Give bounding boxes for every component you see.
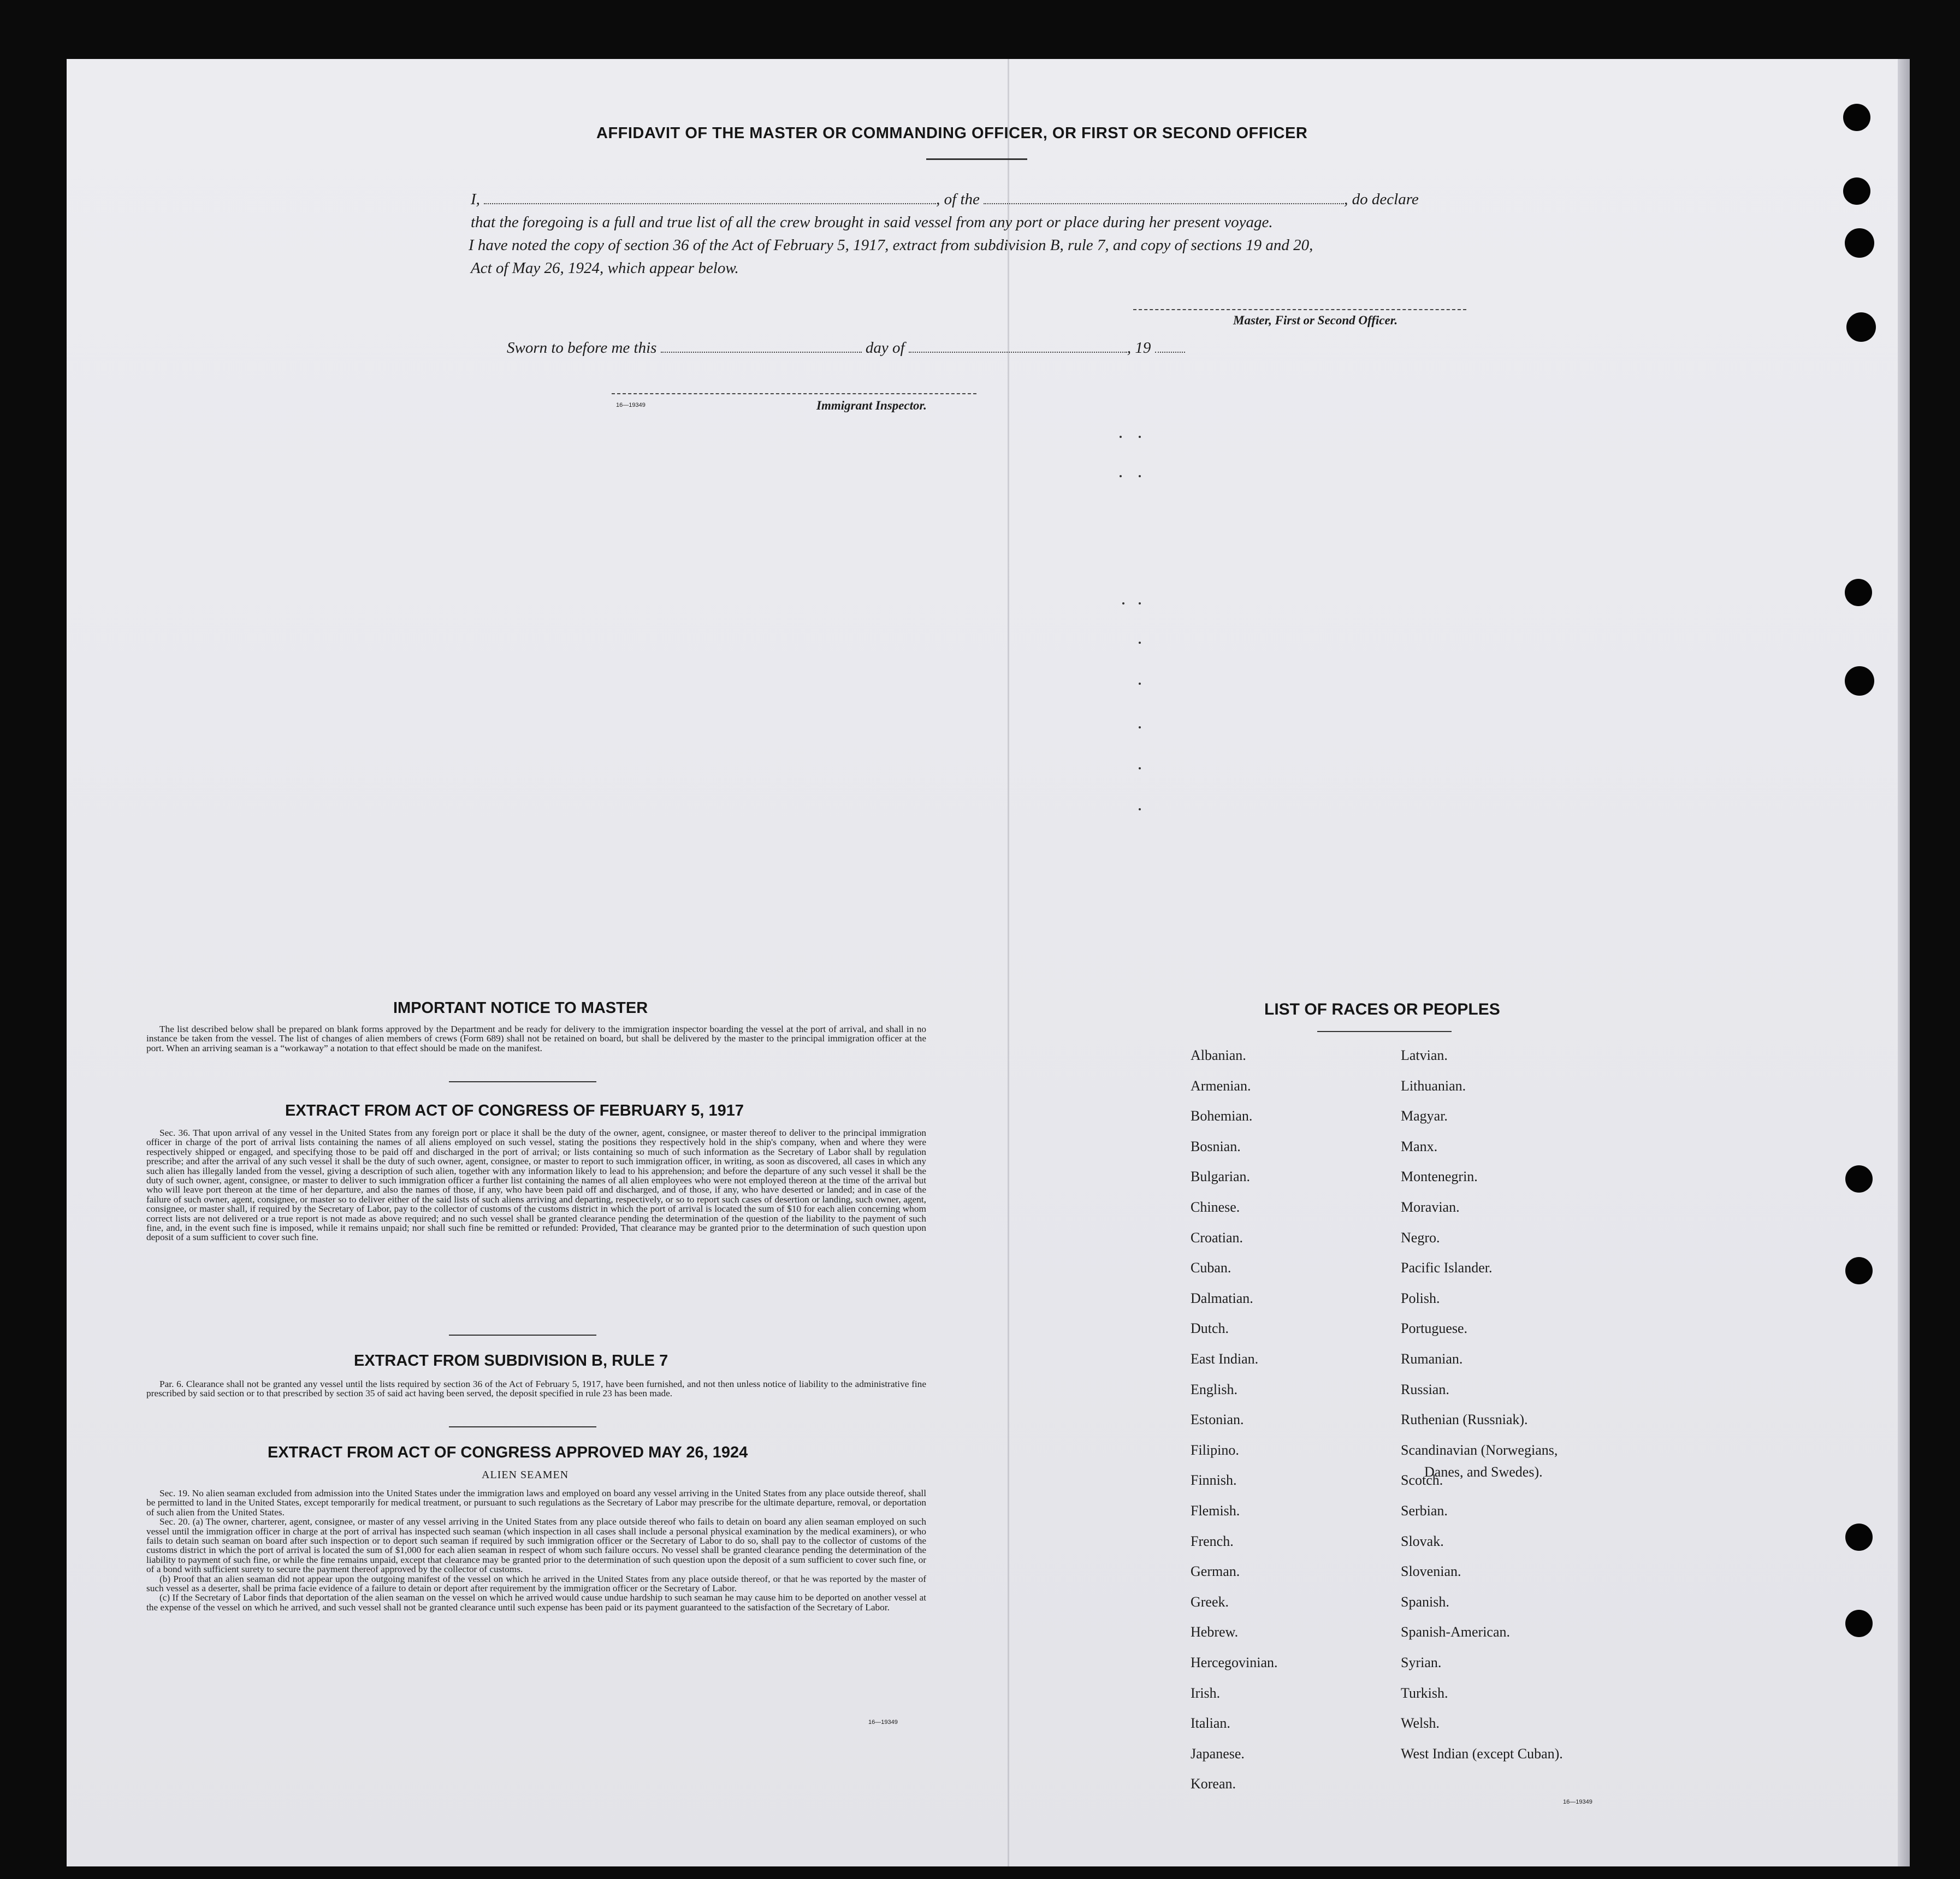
extract-1924-heading: EXTRACT FROM ACT OF CONGRESS APPROVED MAY 26, 1924: [268, 1444, 748, 1461]
extract-1917-heading: EXTRACT FROM ACT OF CONGRESS OF FEBRUARY 5, 1917: [285, 1102, 744, 1119]
section-20b-paragraph: (b) Proof that an alien seaman did not appear upon the outgoing manifest of the vessel on which he arrived in the United States from any place outside thereof, or that he was reported by the master of such vessel as a deserter, shall be prima facie evidence of a failure to detain or deport after requirement by the immigration officer or the Secretary of Labor.: [146, 1573, 926, 1594]
divider: [449, 1335, 596, 1336]
races-form-number: 16—19349: [1563, 1799, 1592, 1805]
race-item: Cuban.: [1191, 1260, 1231, 1276]
rule7-heading: EXTRACT FROM SUBDIVISION B, RULE 7: [354, 1352, 668, 1370]
notice-text: [146, 1024, 926, 1053]
speck: [1139, 808, 1141, 810]
race-item: German.: [1191, 1563, 1240, 1579]
race-item: Flemish.: [1191, 1503, 1240, 1519]
race-item: Portuguese.: [1401, 1320, 1468, 1336]
extract-form-number: 16—19349: [868, 1719, 898, 1726]
binder-hole: [1845, 1165, 1873, 1193]
speck: [1120, 436, 1122, 438]
alien-seamen-subheading: ALIEN SEAMEN: [482, 1469, 569, 1481]
race-item: Croatian.: [1191, 1230, 1243, 1246]
sworn-prefix: Sworn to before me this: [507, 339, 657, 357]
race-item: Moravian.: [1401, 1199, 1460, 1215]
race-item: Scandinavian (Norwegians,: [1401, 1442, 1558, 1458]
binder-hole: [1845, 228, 1874, 258]
signature-line[interactable]: [1133, 309, 1466, 310]
race-item: Japanese.: [1191, 1746, 1245, 1762]
sworn-day-field[interactable]: [661, 352, 862, 353]
extract-1924-text: [146, 1489, 926, 1612]
speck: [1139, 475, 1141, 477]
divider: [449, 1426, 596, 1427]
declaration-line-1: [471, 188, 1419, 211]
speck: [1139, 436, 1141, 438]
notice-heading: IMPORTANT NOTICE TO MASTER: [393, 999, 648, 1017]
race-item: Turkish.: [1401, 1685, 1448, 1701]
race-item: Serbian.: [1401, 1503, 1448, 1519]
title-underline: [926, 158, 1027, 160]
speck: [1139, 602, 1141, 604]
race-item: East Indian.: [1191, 1351, 1259, 1367]
race-item: Latvian.: [1401, 1047, 1448, 1063]
race-item: Dalmatian.: [1191, 1290, 1253, 1306]
binder-hole: [1845, 1524, 1873, 1551]
race-item: Polish.: [1401, 1290, 1440, 1306]
race-item: Bulgarian.: [1191, 1169, 1251, 1184]
speck: [1122, 602, 1124, 604]
race-item: Estonian.: [1191, 1412, 1244, 1427]
declaration-line-3: I have noted the copy of section 36 of the Act of February 5, 1917, extract from subdivision B, rule 7, and copy of sections 19 and 20,: [469, 236, 1313, 254]
race-item: Filipino.: [1191, 1442, 1239, 1458]
sworn-year-field[interactable]: [1155, 352, 1185, 353]
inspector-label: Immigrant Inspector.: [816, 399, 927, 412]
race-item: Dutch.: [1191, 1320, 1229, 1336]
race-item: Lithuanian.: [1401, 1078, 1466, 1094]
race-item: Montenegrin.: [1401, 1169, 1478, 1184]
race-item: Syrian.: [1401, 1655, 1442, 1670]
race-item: Irish.: [1191, 1685, 1221, 1701]
vessel-name-field[interactable]: [984, 203, 1344, 204]
race-item: Albanian.: [1191, 1047, 1246, 1063]
binder-hole: [1845, 666, 1874, 696]
race-item: Magyar.: [1401, 1108, 1448, 1124]
section-36-paragraph: Sec. 36. That upon arrival of any vessel in the United States from any foreign port or place it shall be the duty of the owner, agent, consignee, or master thereof to deliver to the principal immigration officer in charge of the port of arrival lists containing the names of all aliens employed on such vessel, stating the positions they respectively hold in the ship's company, when and where they were respectively shipped or engaged, and specifying those to be paid off and discharged in the port of arrival; or lists containing so much of such information as the Secretary of Labor shall by regulation prescribe; and after the arrival of any such vessel it shall be the duty of such owner, agent, consignee, or master to report to such immigration officer, in writing, as soon as discovered, all cases in which any such alien has illegally landed from the vessel, giving a description of such alien, together with any information likely to lead to his apprehension; and before the departure of any such vessel it shall be the duty of such owner, agent, consignee, or master to deliver to such immigration officer a further list containing the names of all alien employees who were not employed thereon at the time of the arrival but who will leave port thereon at the time of her departure, and also the names of those, if any, who have been paid off and discharged, and of those, if any, who have deserted or landed; and in case of the failure of such owner, agent, consignee, or master so to deliver either of the said lists of such aliens arriving and departing, respectively, or so to report such cases of desertion or landing, such owner, agent, consignee, or master shall, if required by the Secretary of Labor, pay to the collector of customs of the customs district in which the port of arrival is located the sum of $10 for each alien concerning whom correct lists are not delivered or a true report is not made as above required; and no such vessel shall be granted clearance pending the determination of the question of the liability to the payment of such fine, and, in the event such fine is imposed, while it remains unpaid; nor shall such fine be remitted or refunded: Provided, That clearance may be granted prior to the determination of such question upon deposit of a sum sufficient to cover such fine.: [146, 1128, 926, 1243]
race-item: Spanish.: [1401, 1594, 1449, 1610]
binder-hole: [1845, 579, 1872, 606]
race-item: Finnish.: [1191, 1472, 1237, 1488]
sworn-day-of: day of: [865, 339, 905, 357]
rule7-paragraph: Par. 6. Clearance shall not be granted any vessel until the lists required by section 36 of the Act of February 5, 1917, have been furnished, and not then unless notice of liability to the administrative fine prescribed by said section or to that prescribed by section 35 of said act having been served, the deposit specified in rule 23 has been made.: [146, 1379, 926, 1399]
sworn-year-prefix: , 19: [1127, 339, 1151, 357]
races-heading: LIST OF RACES OR PEOPLES: [1264, 1000, 1500, 1018]
race-item: French.: [1191, 1533, 1234, 1549]
rule7-text: [146, 1379, 926, 1398]
race-item: Rumanian.: [1401, 1351, 1463, 1367]
speck: [1139, 683, 1141, 685]
race-item: Slovak.: [1401, 1533, 1444, 1549]
section-20c-paragraph: (c) If the Secretary of Labor finds that deportation of the alien seaman on the vessel on which he arrived would cause undue hardship to such seaman he may cause him to be deported on another vessel at the expense of the vessel on which he arrived, and such vessel shall not be granted clearance until such expense has been paid or its payment guaranteed to the satisfaction of the Secretary of Labor.: [146, 1592, 926, 1613]
inspector-signature-line[interactable]: [612, 393, 976, 394]
speck: [1120, 475, 1122, 477]
page-fold: [1008, 59, 1009, 1866]
binder-hole: [1845, 1257, 1873, 1284]
of-the-text: , of the: [936, 191, 980, 208]
declaration-line-4: Act of May 26, 1924, which appear below.: [471, 259, 739, 277]
affidavit-title: AFFIDAVIT OF THE MASTER OR COMMANDING OFFICER, OR FIRST OR SECOND OFFICER: [596, 125, 1308, 142]
sworn-line: [507, 336, 1185, 360]
race-item: Bosnian.: [1191, 1139, 1241, 1154]
race-item: Ruthenian (Russniak).: [1401, 1412, 1528, 1427]
race-item: Italian.: [1191, 1715, 1230, 1731]
signature-label: Master, First or Second Officer.: [1233, 313, 1398, 327]
race-item: Chinese.: [1191, 1199, 1240, 1215]
extract-1917-text: [146, 1128, 926, 1242]
declarant-name-field[interactable]: [484, 203, 936, 204]
race-item: English.: [1191, 1382, 1237, 1397]
race-item: Pacific Islander.: [1401, 1260, 1493, 1276]
race-item: Danes, and Swedes).: [1424, 1464, 1543, 1480]
race-item: Hebrew.: [1191, 1624, 1239, 1640]
race-item: Scotch.: [1401, 1472, 1443, 1488]
race-item: Korean.: [1191, 1776, 1236, 1792]
races-underline: [1317, 1031, 1452, 1032]
race-item: Armenian.: [1191, 1078, 1251, 1094]
race-item: Negro.: [1401, 1230, 1440, 1246]
race-item: Spanish-American.: [1401, 1624, 1511, 1640]
affidavit-form-number: 16—19349: [616, 402, 646, 408]
race-item: Russian.: [1401, 1382, 1449, 1397]
sheet-edge: [1898, 59, 1910, 1866]
section-20a-paragraph: Sec. 20. (a) The owner, charterer, agent, consignee, or master of any vessel arriving in the United States from any place outside thereof who fails to detain on board any alien seaman employed on such vessel until the immigration officer in charge at the port of arrival has inspected such seaman (which inspection in all cases shall include a personal physical examination by the medical examiners), or who fails to detain such seaman on board after such inspection or to deport such seaman if required by such immigration officer or the Secretary of Labor to do so, shall pay to the collector of customs of the customs district in which the port of arrival is located the sum of $1,000 for each alien seaman in respect of whom such failure occurs. No vessel shall be granted clearance pending the determination of the liability to payment of such fine, or while the fine remains unpaid, except that clearance may be granted prior to the determination of such question upon the deposit of a sum sufficient to cover such fine, or of a bond with sufficient surety to secure the payment thereof approved by the collector of customs.: [146, 1516, 926, 1575]
race-item: Bohemian.: [1191, 1108, 1253, 1124]
notice-paragraph: The list described below shall be prepared on blank forms approved by the Department and be ready for delivery to the immigration inspector boarding the vessel at the port of arrival, and shall in no instance be taken from the vessel. The list of changes of alien members of crews (Form 689) shall not be retained on board, but shall be delivered by the master to the principal immigration officer at the port. When an arriving seaman is a “workaway” a notation to that effect should be made on the manifest.: [146, 1024, 926, 1053]
race-item: Welsh.: [1401, 1715, 1440, 1731]
speck: [1139, 726, 1141, 728]
declarant-prefix: I,: [471, 191, 480, 208]
binder-hole: [1843, 104, 1870, 131]
race-item: West Indian (except Cuban).: [1401, 1746, 1563, 1762]
do-declare-text: , do declare: [1344, 191, 1419, 208]
race-item: Hercegovinian.: [1191, 1655, 1278, 1670]
race-item: Slovenian.: [1401, 1563, 1461, 1579]
race-item: Greek.: [1191, 1594, 1229, 1610]
race-item: Manx.: [1401, 1139, 1438, 1154]
sworn-month-field[interactable]: [909, 352, 1127, 353]
speck: [1139, 642, 1141, 644]
declaration-line-2: that the foregoing is a full and true list of all the crew brought in said vessel from any port or place during her present voyage.: [471, 214, 1273, 231]
divider: [449, 1081, 596, 1082]
section-19-paragraph: Sec. 19. No alien seaman excluded from admission into the United States under the immigration laws and employed on board any vessel arriving in the United States from any place outside thereof, shall be permitted to land in the United States, except temporarily for medical treatment, or pursuant to such regulations as the Secretary of Labor may prescribe for the ultimate departure, removal, or deportation of such alien from the United States.: [146, 1488, 926, 1518]
speck: [1139, 767, 1141, 769]
binder-hole: [1846, 312, 1876, 342]
binder-hole: [1845, 1610, 1873, 1637]
binder-hole: [1843, 177, 1870, 205]
